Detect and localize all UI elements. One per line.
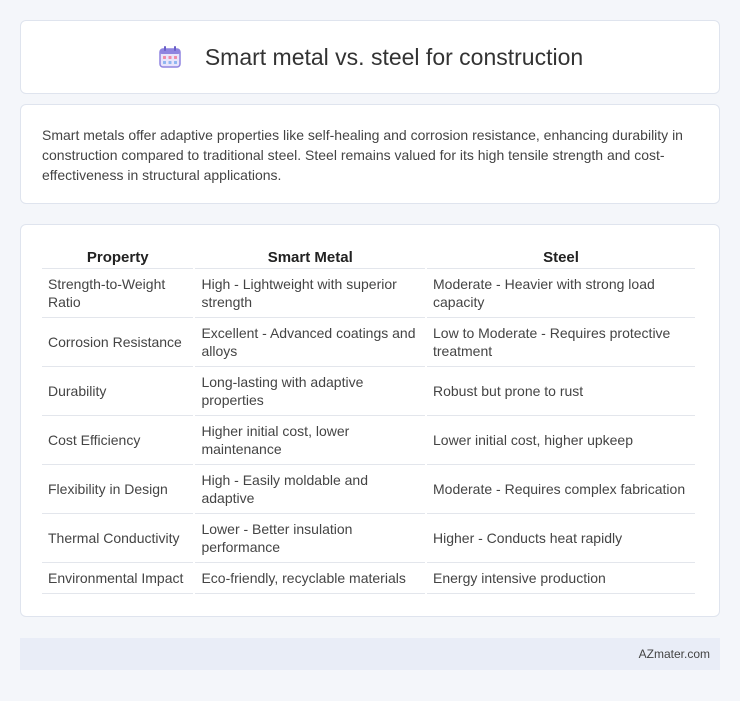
steel-cell: Low to Moderate - Requires protective treatment <box>427 318 695 367</box>
steel-cell: Energy intensive production <box>427 563 695 594</box>
intro-paragraph: Smart metals offer adaptive properties like self-healing and corrosion resistance, enhancing durability in construction compared to traditional steel. Steel remains valued for its high tensile strength and cost-effectiveness in structural applications. <box>42 127 683 183</box>
property-cell: Corrosion Resistance <box>42 318 193 367</box>
calendar-icon <box>157 44 183 70</box>
table-row <box>42 367 695 416</box>
column-header-steel: Steel <box>427 247 695 269</box>
smart-metal-cell: High - Easily moldable and adaptive <box>195 465 425 514</box>
table-row <box>42 318 695 367</box>
comparison-table <box>40 247 697 594</box>
table-row <box>42 514 695 563</box>
smart-metal-cell: Lower - Better insulation performance <box>195 514 425 563</box>
property-cell: Durability <box>42 367 193 416</box>
footer-bar <box>20 638 720 670</box>
smart-metal-cell: Excellent - Advanced coatings and alloys <box>195 318 425 367</box>
column-header-smart-metal: Smart Metal <box>195 247 425 269</box>
steel-cell: Moderate - Heavier with strong load capacity <box>427 269 695 318</box>
property-cell: Strength-to-Weight Ratio <box>42 269 193 318</box>
table-row <box>42 416 695 465</box>
footer-site-label: AZmater.com <box>638 647 710 661</box>
table-row <box>42 465 695 514</box>
smart-metal-cell: Eco-friendly, recyclable materials <box>195 563 425 594</box>
title-card <box>20 20 720 94</box>
comparison-table-card <box>20 224 720 617</box>
steel-cell: Moderate - Requires complex fabrication <box>427 465 695 514</box>
table-row <box>42 563 695 594</box>
page-title: Smart metal vs. steel for construction <box>204 43 584 70</box>
intro-card <box>20 104 720 204</box>
steel-cell: Higher - Conducts heat rapidly <box>427 514 695 563</box>
property-cell: Flexibility in Design <box>42 465 193 514</box>
table-row <box>42 269 695 318</box>
smart-metal-cell: Long-lasting with adaptive properties <box>195 367 425 416</box>
property-cell: Thermal Conductivity <box>42 514 193 563</box>
smart-metal-cell: Higher initial cost, lower maintenance <box>195 416 425 465</box>
column-header-property: Property <box>42 247 193 269</box>
steel-cell: Robust but prone to rust <box>427 367 695 416</box>
steel-cell: Lower initial cost, higher upkeep <box>427 416 695 465</box>
property-cell: Environmental Impact <box>42 563 193 594</box>
smart-metal-cell: High - Lightweight with superior strength <box>195 269 425 318</box>
table-header-row <box>42 247 695 269</box>
property-cell: Cost Efficiency <box>42 416 193 465</box>
